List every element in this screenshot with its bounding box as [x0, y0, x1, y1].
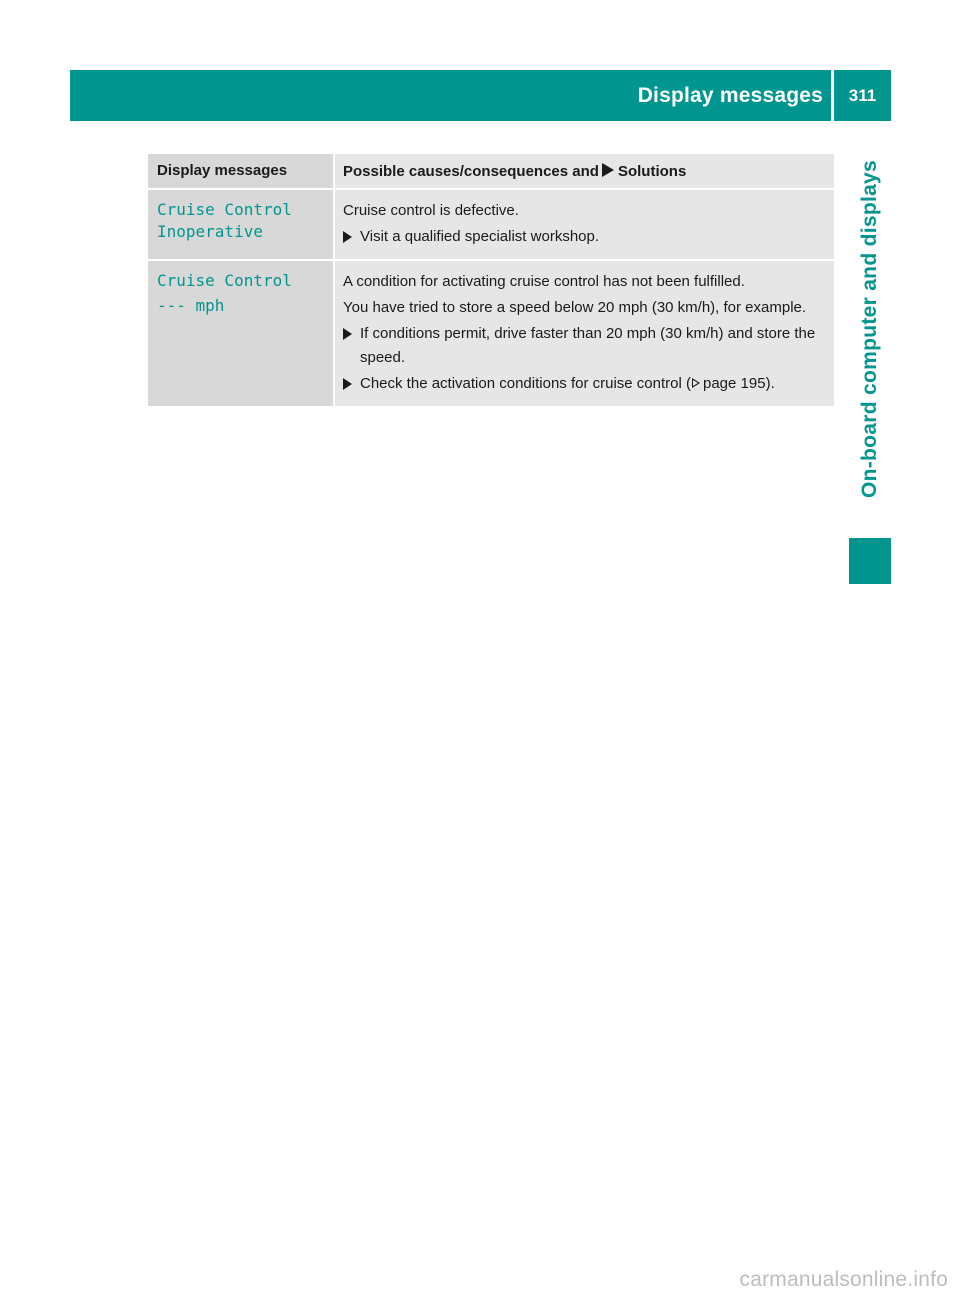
table-row — [148, 261, 834, 408]
solution-step — [343, 372, 828, 396]
solution-step — [343, 225, 828, 249]
page-reference-icon — [692, 378, 700, 388]
display-message-line: Cruise Control — [157, 200, 292, 219]
table-header-row — [148, 154, 834, 190]
section-title: Display messages — [637, 84, 823, 107]
solution-step-text: Visit a qualified specialist workshop. — [360, 228, 600, 245]
solution-step-text: If conditions permit, drive faster than 20 mph (30 km/h) and store the speed. — [360, 325, 816, 366]
display-message-line: Inoperative — [157, 222, 263, 241]
solution-step — [343, 322, 828, 370]
chapter-tab — [849, 121, 891, 536]
cause-text: A condition for activating cruise control has not been fulfilled. — [343, 273, 745, 290]
step-arrow-icon — [343, 231, 352, 243]
solution-cell — [335, 261, 834, 406]
solution-step-text: Check the activation conditions for cruise control ( — [360, 375, 691, 392]
column-header-causes — [335, 154, 834, 188]
watermark: carmanualsonline.info — [739, 1268, 948, 1291]
display-message-line: Cruise Control — [157, 271, 292, 290]
solution-step-text: ). — [765, 375, 775, 392]
page-reference-link[interactable]: page 195 — [703, 375, 766, 392]
page-number: 311 — [848, 86, 877, 105]
page-header — [70, 70, 891, 121]
chapter-marker — [849, 538, 891, 584]
table-row — [148, 190, 834, 261]
solution-cell — [335, 190, 834, 259]
step-arrow-icon — [343, 378, 352, 390]
step-arrow-icon — [343, 328, 352, 340]
column-header-messages: Display messages — [148, 154, 335, 188]
message-cell — [148, 261, 335, 406]
cause-text: You have tried to store a speed below 20 mph (30 km/h), for example. — [343, 299, 807, 316]
solution-arrow-icon — [602, 163, 614, 177]
message-cell — [148, 190, 335, 259]
column-header-solutions-label: Solutions — [617, 163, 687, 180]
chapter-tab-label: On-board computer and displays — [858, 159, 881, 498]
cause-text: Cruise control is defective. — [343, 202, 519, 219]
column-header-causes-label: Possible causes/consequences and — [343, 163, 599, 180]
display-message-line: --- mph — [157, 296, 225, 315]
display-messages-table — [148, 154, 834, 408]
